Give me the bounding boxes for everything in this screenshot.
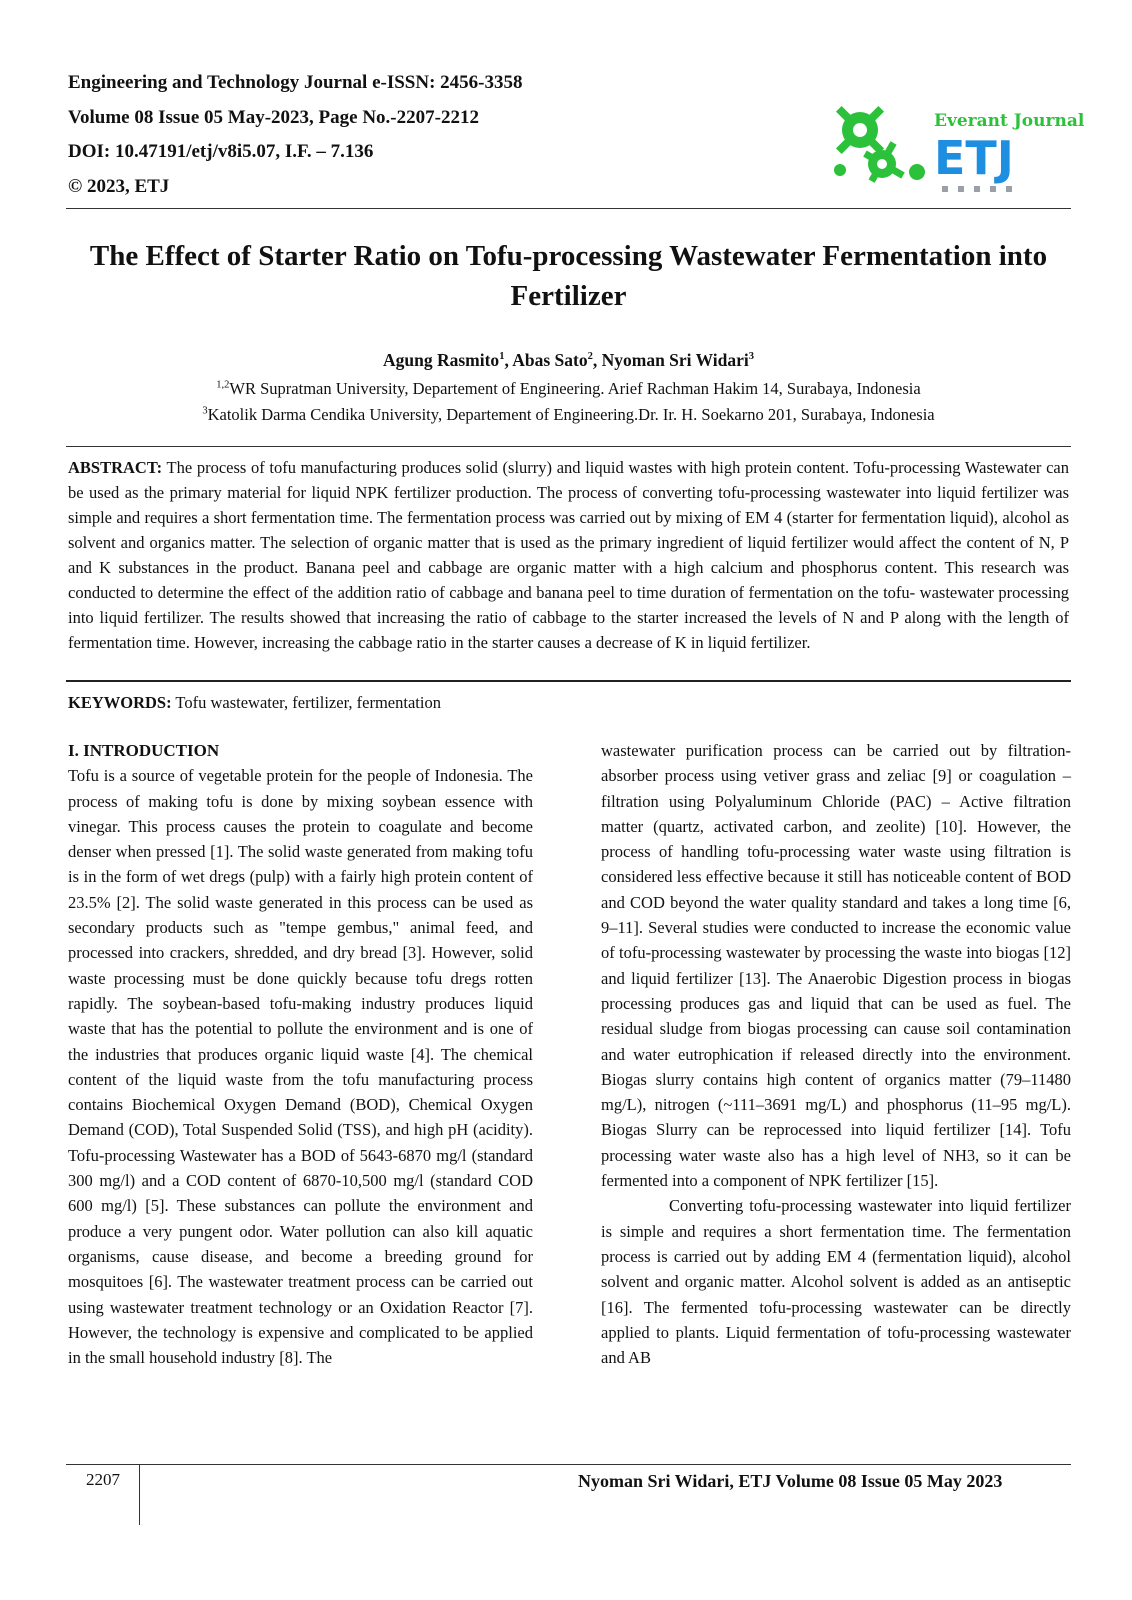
journal-line-3: DOI: 10.47191/etj/v8i5.07, I.F. – 7.136 <box>68 141 374 162</box>
right-column <box>601 738 1071 1370</box>
etj-logo <box>822 92 1085 202</box>
abstract <box>68 455 1069 655</box>
journal-line-4: © 2023, ETJ <box>68 175 170 197</box>
section-heading: I. INTRODUCTION <box>68 741 220 760</box>
author-separator: , <box>592 350 602 370</box>
keywords-label: KEYWORDS: <box>68 693 172 712</box>
svg-text:Everant Journal: Everant Journal <box>934 111 1085 131</box>
affiliation-text: Katolik Darma Cendika University, Departement of Engineering.Dr. Ir. H. Soekarno 201, Surabaya, Indonesia <box>207 405 935 424</box>
abstract-label: ABSTRACT: <box>68 458 163 477</box>
affiliation <box>66 404 1071 426</box>
author-list <box>66 349 1071 371</box>
svg-text:ETJ: ETJ <box>934 131 1014 185</box>
abstract-top-rule <box>66 446 1071 447</box>
author-sup: 2 <box>587 351 593 363</box>
keywords <box>68 692 1069 714</box>
journal-line-2: Volume 08 Issue 05 May-2023, Page No.-2207-2212 <box>68 106 479 128</box>
header-divider <box>66 208 1071 209</box>
paper-title: The Effect of Starter Ratio on Tofu-processing Wastewater Fermentation into Fertilizer <box>89 240 1048 312</box>
affiliation <box>66 378 1071 400</box>
footer-vertical-divider <box>139 1464 140 1525</box>
body-paragraph: wastewater purification process can be carried out by filtration-absorber process using vetiver grass and zeliac [9] or coagulation – filtration using Polyaluminum Chloride (PAC) – Active filtration matter (quartz, activated carbon, and zeolite) [10]. However, the process of handling tofu-processing water waste using filtration is considered less effective because it still has noticeable content of BOD and COD beyond the water quality standard and takes a long time [6, 9–11]. Several studies were conducted to increase the economic value of tofu-processing wastewater by processing the waste into biogas [12] and liquid fertilizer [13]. The Anaerobic Digestion process in biogas processing produces gas and liquid that can be used as fuel. The residual sludge from biogas processing can cause soil contamination and water eutrophication if released directly into the environment. Biogas slurry contains high content of organics matter (79–11480 mg/L), nitrogen (~111–3691 mg/L) and phosphorus (11–95 mg/L). Biogas Slurry can be reprocessed into liquid fertilizer [14]. Tofu processing water waste also has a high level of NH3, so it can be fermented into a component of NPK fertilizer [15]. <box>601 741 1071 1191</box>
page-number: 2207 <box>86 1470 120 1489</box>
journal-info <box>68 66 628 204</box>
affiliation-sup: 3 <box>202 405 208 417</box>
left-column <box>68 738 533 1370</box>
body-paragraph: Converting tofu-processing wastewater into liquid fertilizer is simple and requires a short fermentation time. The fermentation process is carried out by adding EM 4 (fermentation liquid), alcohol solvent and organic matter. Alcohol solvent is added as an antiseptic [16]. The fermented tofu-processing wastewater can be directly applied to plants. Liquid fermentation of tofu-processing wastewater and AB <box>601 1196 1071 1368</box>
author-sup: 3 <box>748 351 755 363</box>
abstract-bottom-rule <box>66 680 1071 682</box>
keywords-text: Tofu wastewater, fertilizer, fermentation <box>175 693 441 712</box>
author-name: Abas Sato <box>512 350 588 370</box>
body-paragraph: Tofu is a source of vegetable protein for the people of Indonesia. The process of making tofu is done by mixing soybean essence with vinegar. This process causes the protein to coagulate and become denser when pressed [1]. The solid waste generated from making tofu is in the form of wet dregs (pulp) with a fairly high protein content of 23.5% [2]. The solid waste generated in this process can be used as secondary products such as "tempe gembus," animal feed, and processed into crackers, shredded, and dry bread [3]. However, solid waste processing must be done quickly because tofu dregs rotten rapidly. The soybean-based tofu-making industry produces liquid waste that has the potential to pollute the environment and is one of the industries that produces organic liquid waste [4]. The chemical content of the liquid waste from the tofu manufacturing process contains Biochemical Oxygen Demand (BOD), Chemical Oxygen Demand (COD), Total Suspended Solid (TSS), and high pH (acidity). Tofu-processing Wastewater has a BOD of 5643-6870 mg/l (standard 300 mg/l) and a COD content of 6870-10,500 mg/l (standard COD 600 mg/l) [5]. These substances can pollute the environment and produce a very pungent odor. Water pollution can also kill aquatic organisms, cause disease, and become a breeding ground for mosquitoes [6]. The wastewater treatment process can be carried out using wastewater treatment technology or an Oxidation Reactor [7]. However, the technology is expensive and complicated to be applied in the small household industry [8]. The <box>68 766 533 1368</box>
footer-citation: Nyoman Sri Widari, ETJ Volume 08 Issue 05 May 2023 <box>578 1471 1003 1491</box>
author-name: Nyoman Sri Widari <box>601 350 749 370</box>
footer-divider <box>66 1464 1071 1465</box>
affiliation-text: WR Supratman University, Departement of Engineering. Arief Rachman Hakim 14, Surabaya, Indonesia <box>229 379 921 398</box>
journal-line-1: Engineering and Technology Journal e-ISSN: 2456-3358 <box>68 72 523 93</box>
author-separator: , <box>504 350 513 370</box>
author-sup: 1 <box>499 351 505 363</box>
affiliation-sup: 1,2 <box>216 379 230 391</box>
abstract-text: The process of tofu manufacturing produces solid (slurry) and liquid wastes with high protein content. Tofu-processing Wastewater can be used as the primary material for liquid NPK fertilizer production. The process of converting tofu-processing wastewater into liquid fertilizer was simple and requires a short fermentation time. The fermentation process was carried out by mixing of EM 4 (starter for fermentation liquid), alcohol as solvent and organics matter. The selection of organic matter that is used as the primary ingredient of liquid fertilizer would affect the content of N, P and K substances in the product. Banana peel and cabbage are organic matter with a high calcium and phosphorus content. This research was conducted to determine the effect of the addition ratio of cabbage and banana peel to time duration of fermentation on the tofu- wastewater processing into liquid fertilizer. The results showed that increasing the ratio of cabbage to the starter increased the levels of N and P along with the length of fermentation time. However, increasing the cabbage ratio in the starter causes a decrease of K in liquid fertilizer. <box>68 458 1069 652</box>
author-name: Agung Rasmito <box>382 350 500 370</box>
